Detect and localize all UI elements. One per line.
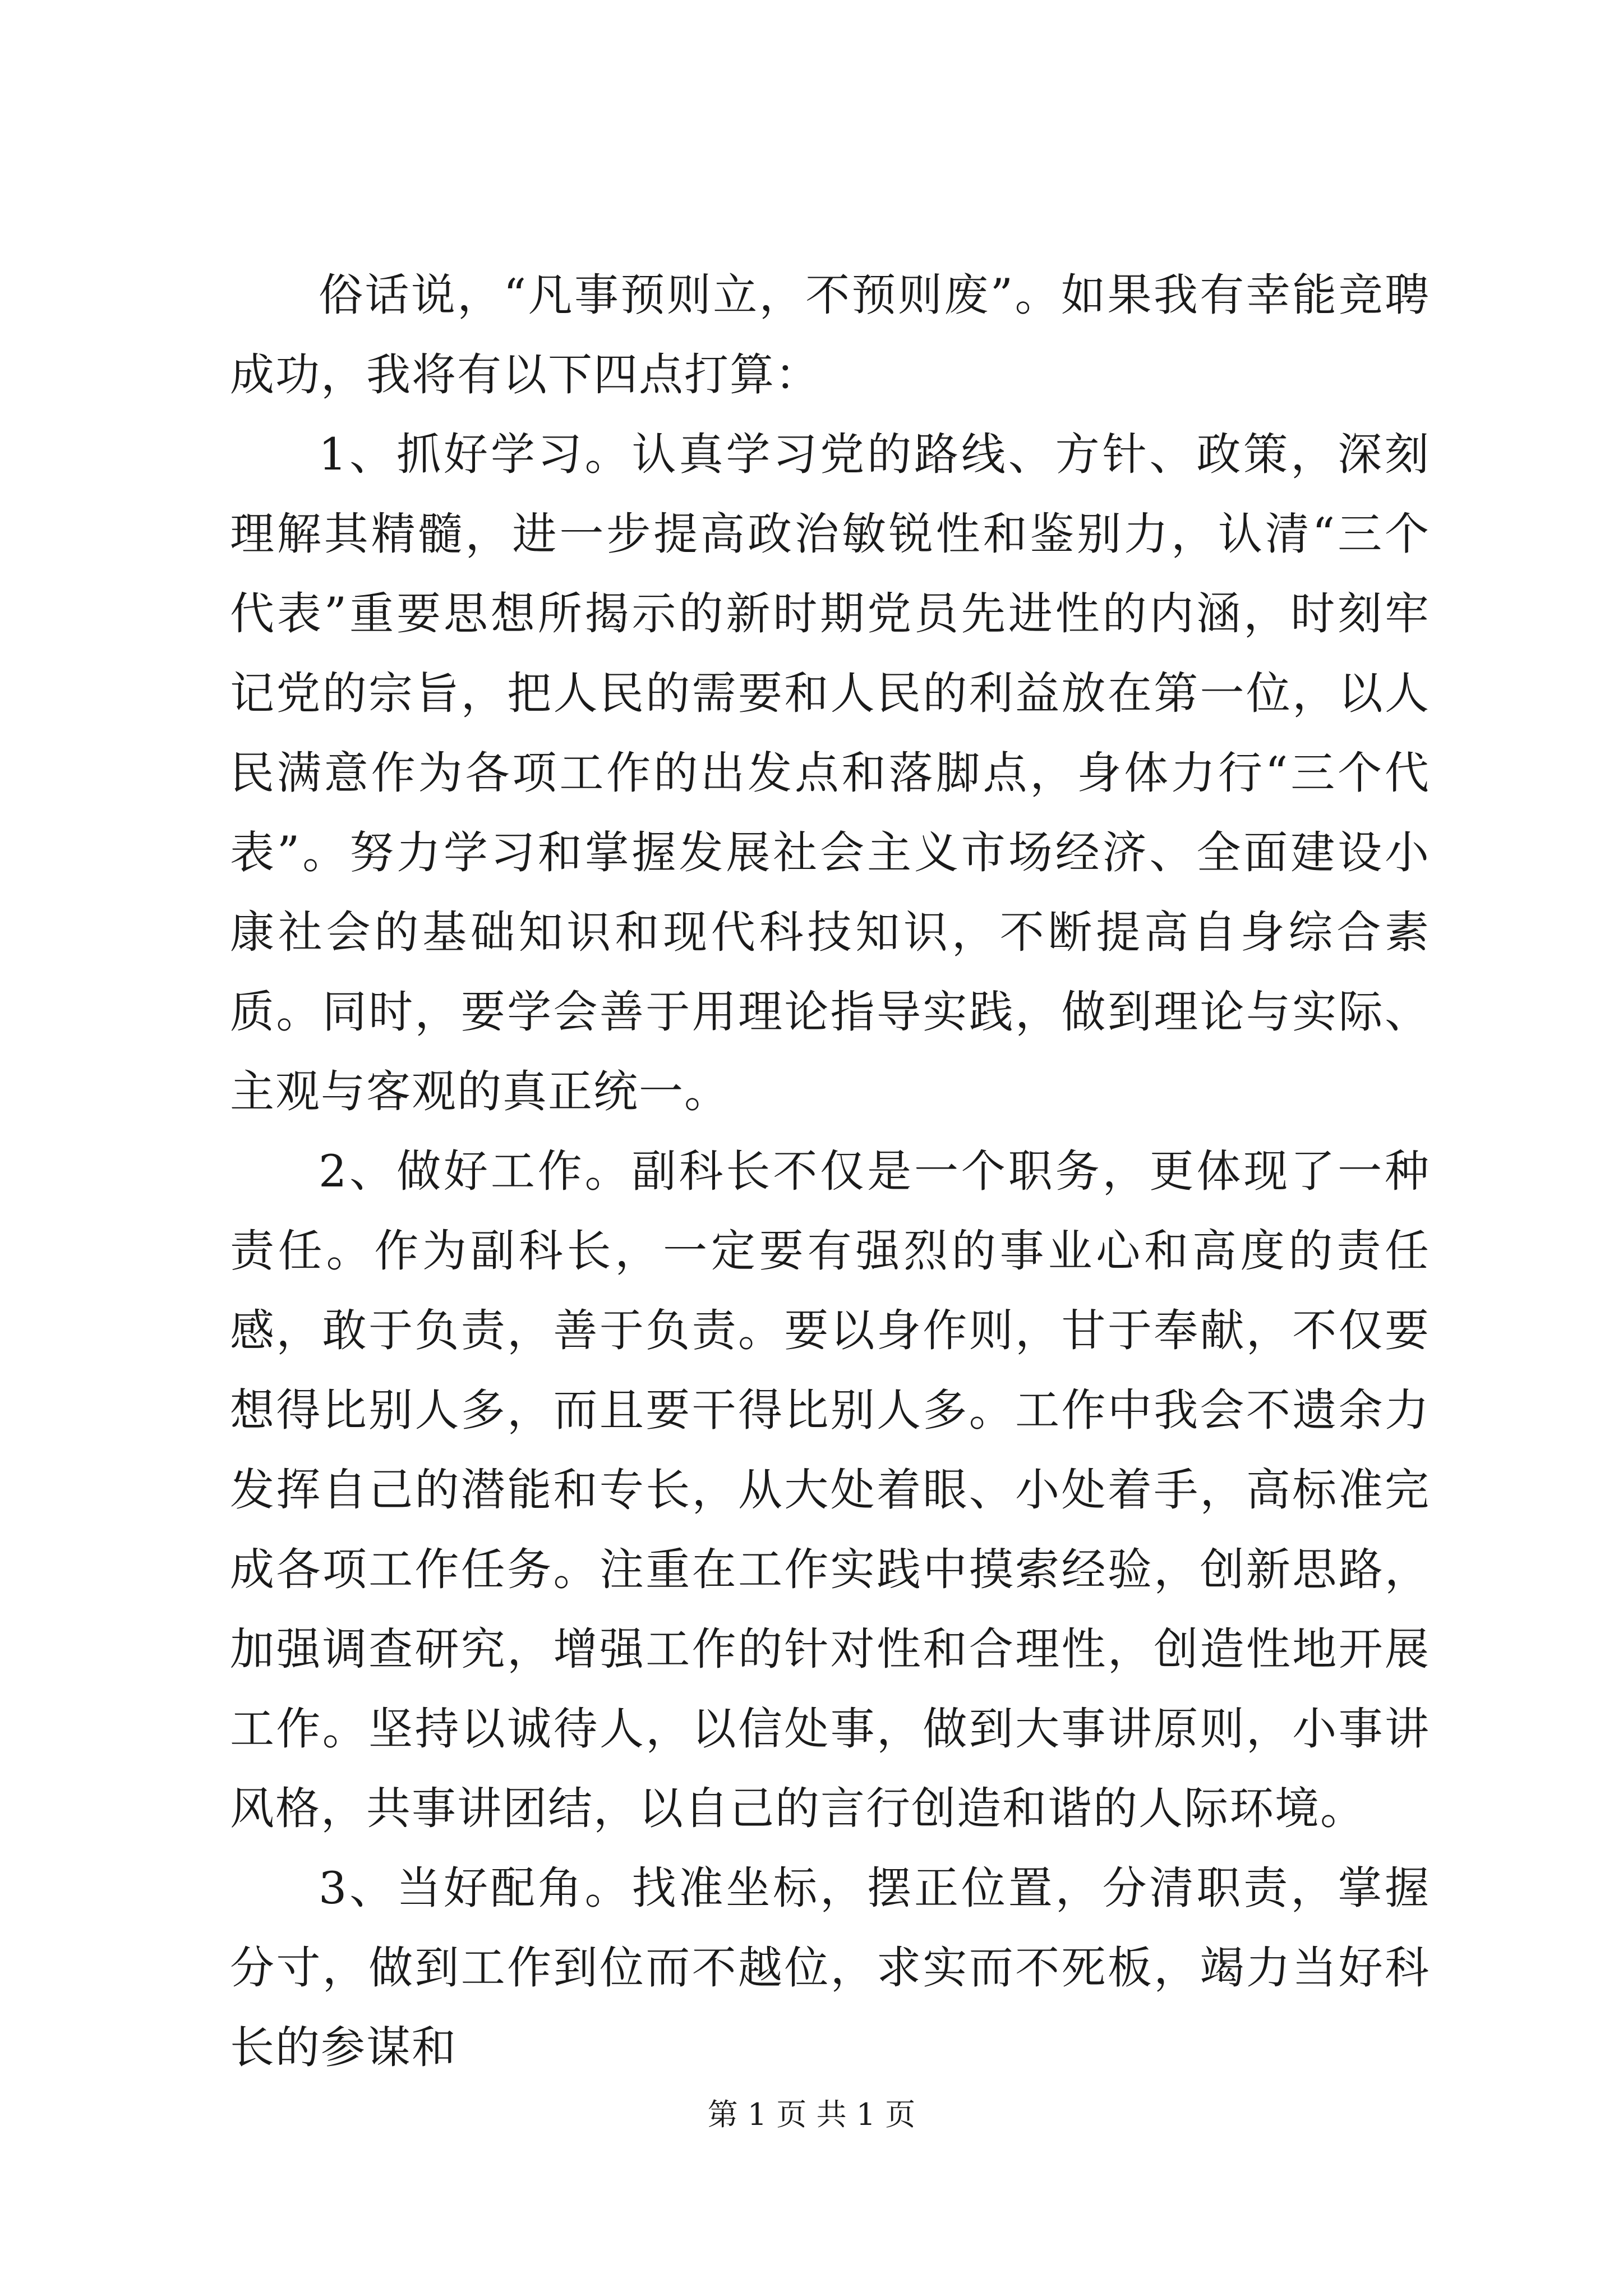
paragraph-supporting-role: 3、当好配角。找准坐标，摆正位置，分清职责，掌握分寸，做到工作到位而不越位，求实而不死板，竭力当好科长的参谋和 [230, 1862, 1430, 2073]
page-footer: 第 1 页 共 1 页 [707, 2097, 916, 2132]
paragraph-study: 1、抓好学习。认真学习党的路线、方针、政策，深刻理解其精髓，进一步提高政治敏锐性和鉴别力，认清“三个代表”重要思想所揭示的新时期党员先进性的内涵，时刻牢记党的宗旨，把人民的需要和人民的利益放在第一位，以人民满意作为各项工作的出发点和落脚点，身体力行“三个代表”。努力学习和掌握发展社会主义市场经济、全面建设小康社会的基础知识和现代科技知识，不断提高自身综合素质。同时，要学会善于用理论指导实践，做到理论与实际、主观与客观的真正统一。 [230, 429, 1430, 1117]
document-body [230, 255, 1430, 2087]
paragraph-work: 2、做好工作。副科长不仅是一个职务，更体现了一种责任。作为副科长，一定要有强烈的事业心和高度的责任感，敢于负责，善于负责。要以身作则，甘于奉献，不仅要想得比别人多，而且要干得比别人多。工作中我会不遗余力发挥自己的潜能和专长，从大处着眼、小处着手，高标准完成各项工作任务。注重在工作实践中摸索经验，创新思路，加强调查研究，增强工作的针对性和合理性，创造性地开展工作。坚持以诚待人，以信处事，做到大事讲原则，小事讲风格，共事讲团结，以自己的言行创造和谐的人际环境。 [230, 1145, 1430, 1834]
paragraph-intro: 俗话说，“凡事预则立，不预则废”。如果我有幸能竞聘成功，我将有以下四点打算： [230, 269, 1430, 401]
